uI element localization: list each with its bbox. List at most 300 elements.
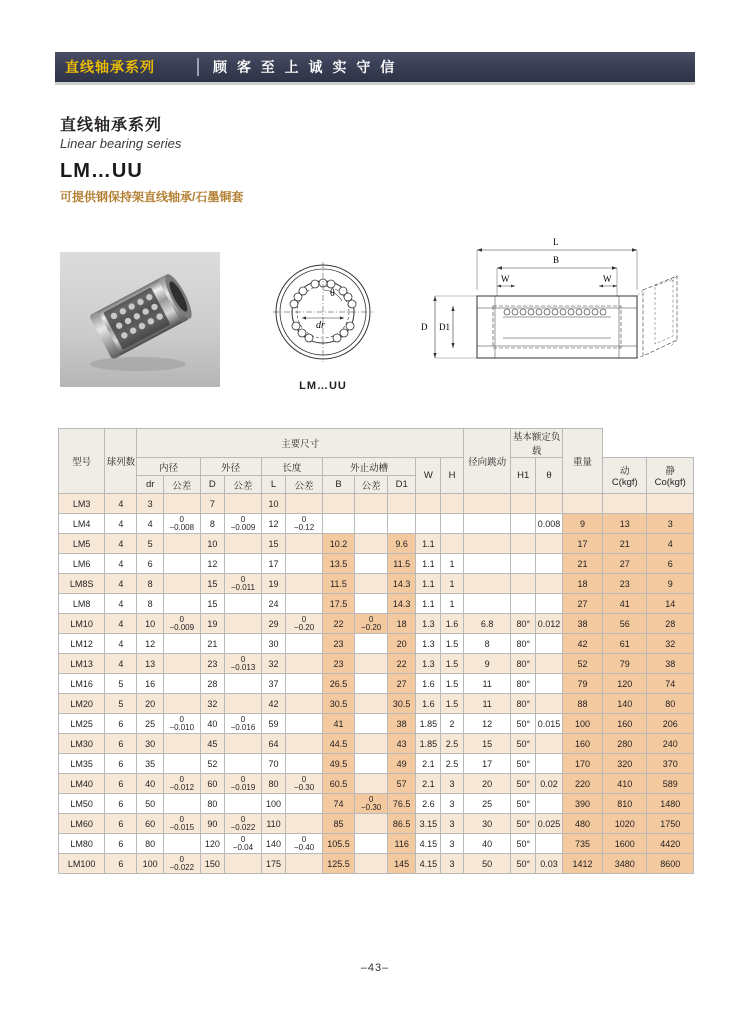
model-cell: LM10 (59, 614, 105, 634)
d-tol-cell: 0 −0.011 (225, 574, 262, 594)
ball-rows-cell: 4 (105, 554, 137, 574)
d-cell: 60 (200, 774, 225, 794)
model-cell: LM50 (59, 794, 105, 814)
dr-cell: 50 (137, 794, 164, 814)
l-cell: 32 (261, 654, 286, 674)
dr-cell: 20 (137, 694, 164, 714)
w-cell: 3.15 (416, 814, 441, 834)
runout-cell: 0.025 (536, 814, 563, 834)
page-number: –43– (360, 962, 390, 974)
h1-cell: 15 (463, 734, 511, 754)
h1-cell (463, 494, 511, 514)
l-cell: 175 (261, 854, 286, 874)
h-cell: 2.5 (441, 754, 464, 774)
dynamic-cell: 38 (562, 614, 602, 634)
b-cell: 74 (322, 794, 355, 814)
d-cell: 28 (200, 674, 225, 694)
col-static-l2: Co(kgf) (654, 477, 686, 488)
spec-table-wrap (58, 428, 694, 874)
d-cell: 90 (200, 814, 225, 834)
specification-table (58, 428, 694, 874)
d1-cell: 11.5 (387, 554, 416, 574)
table-row (59, 654, 694, 674)
dr-cell: 30 (137, 734, 164, 754)
model-cell: LM30 (59, 734, 105, 754)
theta-cell (511, 494, 536, 514)
d-cell: 15 (200, 574, 225, 594)
d1-cell: 57 (387, 774, 416, 794)
w-cell: 1.3 (416, 614, 441, 634)
l-tol-cell (286, 554, 322, 574)
weight-cell: 1480 (647, 794, 694, 814)
table-row (59, 754, 694, 774)
h1-cell: 9 (463, 654, 511, 674)
dynamic-cell: 220 (562, 774, 602, 794)
ball-rows-cell: 4 (105, 594, 137, 614)
static-cell: 120 (603, 674, 647, 694)
ball-rows-cell: 5 (105, 674, 137, 694)
d1-cell: 30.5 (387, 694, 416, 714)
weight-cell: 206 (647, 714, 694, 734)
l-tol-cell (286, 534, 322, 554)
group-outer-dia: 外径 (200, 458, 261, 476)
d1-cell: 18 (387, 614, 416, 634)
ball-rows-cell: 4 (105, 614, 137, 634)
group-length: 长度 (261, 458, 322, 476)
b-cell: 23 (322, 654, 355, 674)
d-tol-cell (225, 794, 262, 814)
static-cell: 280 (603, 734, 647, 754)
b-tol-cell (355, 714, 388, 734)
runout-cell (536, 734, 563, 754)
d-tol-cell (225, 754, 262, 774)
static-cell: 79 (603, 654, 647, 674)
h-cell: 3 (441, 814, 464, 834)
d1-cell: 22 (387, 654, 416, 674)
runout-cell (536, 594, 563, 614)
cross-section-caption: LM…UU (299, 380, 347, 392)
l-tol-cell (286, 574, 322, 594)
group-stop-groove: 外止动槽 (322, 458, 416, 476)
dr-cell: 100 (137, 854, 164, 874)
theta-cell: 80° (511, 634, 536, 654)
d1-cell: 49 (387, 754, 416, 774)
dr-cell: 8 (137, 594, 164, 614)
b-cell (322, 494, 355, 514)
model-cell: LM5 (59, 534, 105, 554)
table-head-row-1 (59, 429, 694, 458)
dr-tol-cell (163, 634, 200, 654)
l-tol-cell: 0 −0.30 (286, 774, 322, 794)
header-divider (197, 58, 199, 76)
l-tol-cell: 0 −0.40 (286, 834, 322, 854)
b-tol-cell (355, 634, 388, 654)
static-cell: 13 (603, 514, 647, 534)
col-W: W (416, 458, 441, 494)
col-theta: θ (536, 458, 563, 494)
col-static-l1: 静 (665, 466, 675, 477)
h1-cell: 8 (463, 634, 511, 654)
table-row (59, 634, 694, 654)
dr-tol-cell: 0 −0.012 (163, 774, 200, 794)
w-cell (416, 494, 441, 514)
b-tol-cell: 0 −0.30 (355, 794, 388, 814)
dynamic-cell (562, 494, 602, 514)
h-cell: 2 (441, 714, 464, 734)
theta-cell: 50° (511, 774, 536, 794)
static-cell: 410 (603, 774, 647, 794)
h-cell (441, 534, 464, 554)
dynamic-cell: 79 (562, 674, 602, 694)
model-cell: LM60 (59, 814, 105, 834)
static-cell (603, 494, 647, 514)
b-tol-cell (355, 674, 388, 694)
d-tol-cell (225, 614, 262, 634)
static-cell: 810 (603, 794, 647, 814)
table-row (59, 534, 694, 554)
theta-cell: 50° (511, 814, 536, 834)
b-cell: 41 (322, 714, 355, 734)
header-category: 直线轴承系列 (65, 59, 155, 75)
d-cell: 40 (200, 714, 225, 734)
model-cell: LM40 (59, 774, 105, 794)
h-cell: 3 (441, 834, 464, 854)
w-cell: 2.1 (416, 754, 441, 774)
dynamic-cell: 21 (562, 554, 602, 574)
w-cell: 2.1 (416, 774, 441, 794)
model-cell: LM12 (59, 634, 105, 654)
d-cell: 32 (200, 694, 225, 714)
table-row (59, 514, 694, 534)
svg-text:D: D (421, 322, 428, 332)
h1-cell: 30 (463, 814, 511, 834)
h1-cell (463, 514, 511, 534)
model-cell: LM25 (59, 714, 105, 734)
l-cell: 140 (261, 834, 286, 854)
d-cell: 7 (200, 494, 225, 514)
ball-rows-cell: 6 (105, 774, 137, 794)
theta-cell (511, 514, 536, 534)
page-title-cn: 直线轴承系列 (60, 117, 163, 134)
cross-section-figure (258, 252, 388, 397)
weight-cell: 14 (647, 594, 694, 614)
w-cell: 1.1 (416, 534, 441, 554)
dynamic-cell: 390 (562, 794, 602, 814)
weight-cell: 4420 (647, 834, 694, 854)
runout-cell (536, 494, 563, 514)
dr-cell: 40 (137, 774, 164, 794)
d-tol-cell: 0 −0.013 (225, 654, 262, 674)
product-subtitle: 可提供钢保持架直线轴承/石墨铜套 (60, 190, 244, 204)
d-tol-cell (225, 534, 262, 554)
dr-tol-cell (163, 494, 200, 514)
model-cell: LM4 (59, 514, 105, 534)
h1-cell: 40 (463, 834, 511, 854)
b-cell: 85 (322, 814, 355, 834)
theta-cell (511, 594, 536, 614)
l-cell: 19 (261, 574, 286, 594)
h1-cell: 11 (463, 674, 511, 694)
svg-text:W: W (501, 274, 510, 284)
b-tol-cell (355, 694, 388, 714)
d-tol-cell: 0 −0.019 (225, 774, 262, 794)
static-cell: 3480 (603, 854, 647, 874)
runout-cell (536, 554, 563, 574)
static-cell: 21 (603, 534, 647, 554)
w-cell: 1.3 (416, 654, 441, 674)
l-cell: 10 (261, 494, 286, 514)
l-cell: 24 (261, 594, 286, 614)
d1-cell: 43 (387, 734, 416, 754)
d-tol-cell: 0 −0.04 (225, 834, 262, 854)
weight-cell: 4 (647, 534, 694, 554)
col-dynamic-l2: C(kgf) (611, 477, 638, 488)
svg-text:B: B (553, 255, 560, 265)
d-cell: 10 (200, 534, 225, 554)
col-dr-tol: 公差 (163, 476, 200, 494)
svg-text:L: L (553, 237, 559, 247)
model-cell: LM16 (59, 674, 105, 694)
h1-cell: 11 (463, 694, 511, 714)
runout-cell (536, 694, 563, 714)
d1-cell: 27 (387, 674, 416, 694)
ball-rows-cell: 6 (105, 854, 137, 874)
model-cell: LM8 (59, 594, 105, 614)
l-cell: 42 (261, 694, 286, 714)
b-tol-cell (355, 554, 388, 574)
w-cell: 1.1 (416, 574, 441, 594)
dynamic-cell: 9 (562, 514, 602, 534)
group-main-dim: 主要尺寸 (137, 429, 463, 458)
col-model: 型号 (59, 429, 105, 494)
ball-rows-cell: 4 (105, 574, 137, 594)
h-cell (441, 494, 464, 514)
l-cell: 17 (261, 554, 286, 574)
table-row (59, 774, 694, 794)
b-cell: 23 (322, 634, 355, 654)
b-cell: 11.5 (322, 574, 355, 594)
d1-cell: 86.5 (387, 814, 416, 834)
runout-cell: 0.03 (536, 854, 563, 874)
d-tol-cell: 0 −0.022 (225, 814, 262, 834)
theta-cell (511, 574, 536, 594)
theta-cell (511, 534, 536, 554)
static-cell: 1600 (603, 834, 647, 854)
static-cell: 27 (603, 554, 647, 574)
dynamic-cell: 27 (562, 594, 602, 614)
d-cell: 45 (200, 734, 225, 754)
l-tol-cell (286, 794, 322, 814)
d-cell: 150 (200, 854, 225, 874)
ball-rows-cell: 6 (105, 794, 137, 814)
l-cell: 37 (261, 674, 286, 694)
d-cell: 52 (200, 754, 225, 774)
l-tol-cell (286, 494, 322, 514)
static-cell: 160 (603, 714, 647, 734)
weight-cell: 3 (647, 514, 694, 534)
d1-cell: 14.3 (387, 594, 416, 614)
w-cell: 1.85 (416, 714, 441, 734)
runout-cell: 0.012 (536, 614, 563, 634)
dynamic-cell: 170 (562, 754, 602, 774)
dr-cell: 12 (137, 634, 164, 654)
table-row (59, 854, 694, 874)
w-cell: 1.6 (416, 674, 441, 694)
model-cell: LM80 (59, 834, 105, 854)
b-cell: 125.5 (322, 854, 355, 874)
runout-cell (536, 754, 563, 774)
h-cell: 2.5 (441, 734, 464, 754)
model-cell: LM20 (59, 694, 105, 714)
d1-cell: 20 (387, 634, 416, 654)
theta-cell: 80° (511, 654, 536, 674)
runout-cell: 0.02 (536, 774, 563, 794)
b-tol-cell (355, 654, 388, 674)
runout-cell (536, 634, 563, 654)
h1-cell (463, 574, 511, 594)
ball-rows-cell: 6 (105, 734, 137, 754)
h-cell: 1 (441, 554, 464, 574)
weight-cell: 28 (647, 614, 694, 634)
w-cell: 1.1 (416, 594, 441, 614)
dr-tol-cell (163, 834, 200, 854)
linear-bearing-photo (60, 252, 220, 387)
ball-rows-cell: 6 (105, 834, 137, 854)
w-cell: 1.6 (416, 694, 441, 714)
table-row (59, 494, 694, 514)
b-tol-cell (355, 534, 388, 554)
d1-cell: 9.6 (387, 534, 416, 554)
svg-text:θ: θ (330, 288, 335, 299)
dynamic-cell: 42 (562, 634, 602, 654)
dr-tol-cell (163, 754, 200, 774)
h1-cell: 20 (463, 774, 511, 794)
d-cell: 15 (200, 594, 225, 614)
d-cell: 80 (200, 794, 225, 814)
d1-cell: 116 (387, 834, 416, 854)
h-cell: 1.5 (441, 634, 464, 654)
l-tol-cell: 0 −0.12 (286, 514, 322, 534)
h-cell: 3 (441, 794, 464, 814)
runout-cell: 0.015 (536, 714, 563, 734)
theta-cell: 80° (511, 614, 536, 634)
d-tol-cell (225, 594, 262, 614)
dr-tol-cell (163, 594, 200, 614)
dr-cell: 6 (137, 554, 164, 574)
l-tol-cell (286, 594, 322, 614)
runout-cell (536, 534, 563, 554)
w-cell: 4.15 (416, 834, 441, 854)
d1-cell (387, 514, 416, 534)
dynamic-cell: 480 (562, 814, 602, 834)
weight-cell: 74 (647, 674, 694, 694)
table-head (59, 429, 694, 494)
svg-text:dr: dr (316, 320, 325, 331)
table-row (59, 794, 694, 814)
table-body (59, 494, 694, 874)
theta-cell: 50° (511, 794, 536, 814)
col-L: L (261, 476, 286, 494)
b-cell: 17.5 (322, 594, 355, 614)
l-cell: 110 (261, 814, 286, 834)
dr-cell: 25 (137, 714, 164, 734)
weight-cell: 240 (647, 734, 694, 754)
static-cell: 61 (603, 634, 647, 654)
b-cell: 13.5 (322, 554, 355, 574)
dr-tol-cell (163, 734, 200, 754)
header-bar (55, 52, 695, 82)
dynamic-cell: 17 (562, 534, 602, 554)
col-D-tol: 公差 (225, 476, 262, 494)
dr-cell: 5 (137, 534, 164, 554)
table-row (59, 674, 694, 694)
h-cell: 1.5 (441, 674, 464, 694)
theta-cell: 50° (511, 714, 536, 734)
model-cell: LM13 (59, 654, 105, 674)
theta-cell: 50° (511, 854, 536, 874)
b-tol-cell (355, 814, 388, 834)
dynamic-cell: 160 (562, 734, 602, 754)
h-cell: 1 (441, 574, 464, 594)
weight-cell (647, 494, 694, 514)
group-inner-dia: 内径 (137, 458, 200, 476)
b-cell: 105.5 (322, 834, 355, 854)
table-row (59, 574, 694, 594)
d1-cell (387, 494, 416, 514)
model-cell: LM6 (59, 554, 105, 574)
dr-cell: 13 (137, 654, 164, 674)
l-cell: 29 (261, 614, 286, 634)
product-model: LM…UU (60, 160, 143, 182)
l-tol-cell (286, 754, 322, 774)
ball-rows-cell: 4 (105, 654, 137, 674)
d-cell: 8 (200, 514, 225, 534)
theta-cell: 50° (511, 734, 536, 754)
w-cell: 1.3 (416, 634, 441, 654)
dr-cell: 10 (137, 614, 164, 634)
static-cell: 23 (603, 574, 647, 594)
table-row (59, 834, 694, 854)
b-cell: 22 (322, 614, 355, 634)
col-dr: dr (137, 476, 164, 494)
runout-cell (536, 834, 563, 854)
table-row (59, 594, 694, 614)
b-tol-cell (355, 834, 388, 854)
dr-tol-cell: 0 −0.008 (163, 514, 200, 534)
b-cell: 60.5 (322, 774, 355, 794)
dr-tol-cell (163, 534, 200, 554)
col-L-tol: 公差 (286, 476, 322, 494)
h1-cell: 12 (463, 714, 511, 734)
col-radial-runout: 径向跳动 (463, 429, 511, 494)
l-tol-cell (286, 714, 322, 734)
w-cell: 4.15 (416, 854, 441, 874)
weight-cell: 80 (647, 694, 694, 714)
table-row (59, 734, 694, 754)
h1-cell: 25 (463, 794, 511, 814)
l-cell: 64 (261, 734, 286, 754)
h-cell: 1 (441, 594, 464, 614)
b-cell: 49.5 (322, 754, 355, 774)
d-tol-cell (225, 694, 262, 714)
ball-rows-cell: 6 (105, 754, 137, 774)
ball-rows-cell: 4 (105, 534, 137, 554)
col-D: D (200, 476, 225, 494)
col-D1: D1 (387, 476, 416, 494)
b-cell: 26.5 (322, 674, 355, 694)
model-cell: LM35 (59, 754, 105, 774)
dimension-drawing-figure (415, 228, 695, 398)
